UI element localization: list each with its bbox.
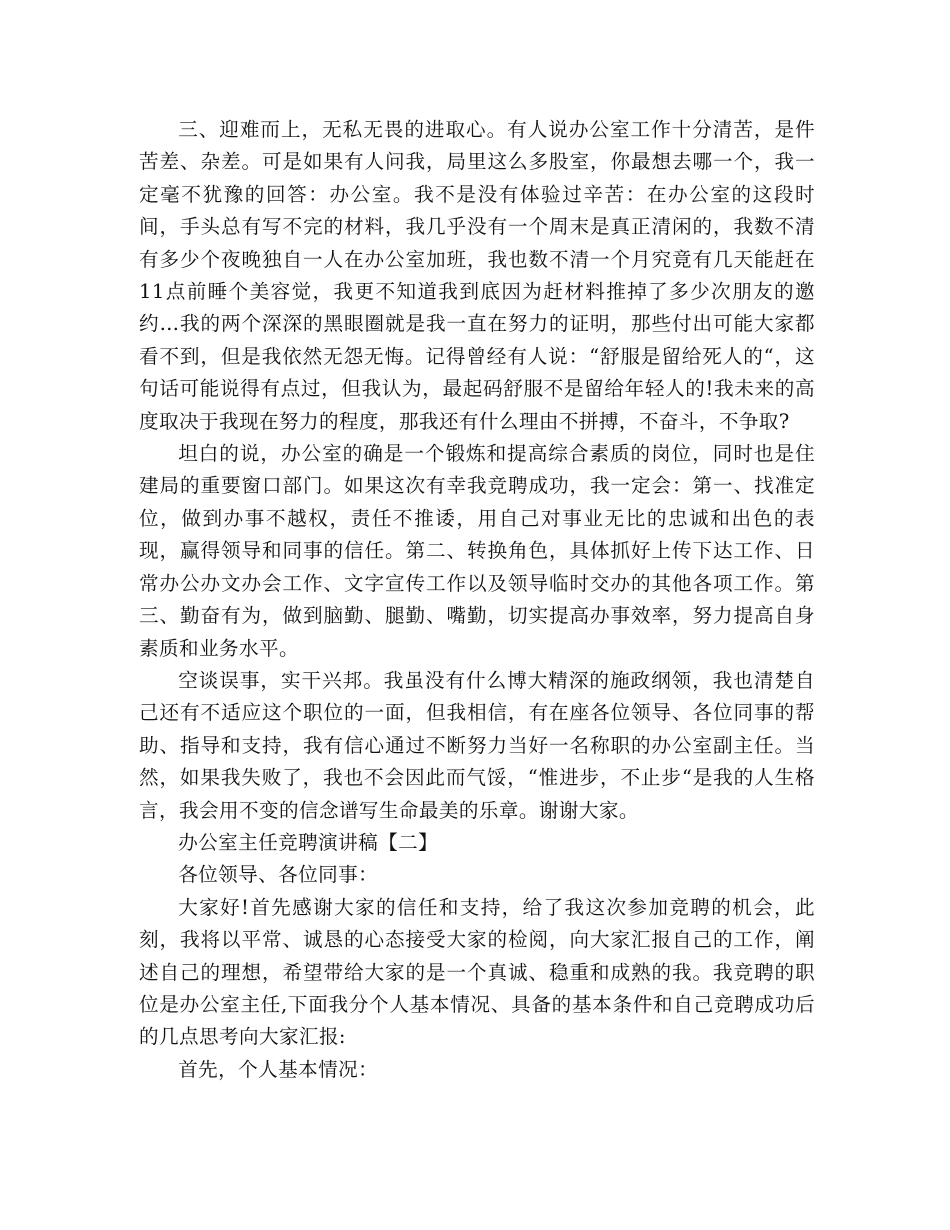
salutation: 各位领导、各位同事：	[178, 863, 379, 887]
paragraph-enterprising-spirit: 三、迎难而上，无私无畏的进取心。有人说办公室工作十分清苦，是件苦差、杂差。可是如果有人问我，局里这么多股室，你最想去哪一个，我一定毫不犹豫的回答：办公室。我不是没有体验过辛苦：在办公室的这段时间，手头总有写不完的材料，我几乎没有一个周末是真正清闲的，我数不清有多少个夜晚独自一人在办公室加班，我也数不清一个月究竟有几天能赶在11点前睡个美容觉，我更不知道我到底因为赶材料推掉了多少次朋友的邀约…我的两个深深的黑眼圈就是我一直在努力的证明，那些付出可能大家都看不到，但是我依然无怨无悔。记得曾经有人说：“舒服是留给死人的“，这句话可能说得有点过，但我认为，最起码舒服不是留给年轻人的!我未来的高度取决于我现在努力的程度，那我还有什么理由不拼搏，不奋斗，不争取?	[139, 118, 815, 433]
document-body	[139, 114, 815, 1086]
paragraph-opening-thanks: 大家好!首先感谢大家的信任和支持，给了我这次参加竞聘的机会，此刻，我将以平常、诚恳的心态接受大家的检阅，向大家汇报自己的工作，阐述自己的理想，希望带给大家的是一个真诚、稳重和成熟的我。我竞聘的职位是办公室主任,下面我分个人基本情况、具备的基本条件和自己竞聘成功后的几点思考向大家汇报:	[139, 895, 815, 1049]
paragraph-basic-info-intro: 首先，个人基本情况：	[178, 1057, 379, 1081]
paragraph-commitments: 坦白的说，办公室的确是一个锻炼和提高综合素质的岗位，同时也是住建局的重要窗口部门。如果这次有幸我竞聘成功，我一定会：第一、找准定位，做到办事不越权，责任不推诿，用自己对事业无比的忠诚和出色的表现，赢得领导和同事的信任。第二、转换角色，具体抓好上传下达工作、日常办公办文办会工作、文字宣传工作以及领导临时交办的其他各项工作。第三、勤奋有为，做到脑勤、腿勤、嘴勤，切实提高办事效率，努力提高自身素质和业务水平。	[139, 442, 815, 660]
section-heading-speech-two: 办公室主任竞聘演讲稿【二】	[178, 830, 439, 854]
paragraph-closing-remarks: 空谈误事，实干兴邦。我虽没有什么博大精深的施政纲领，我也清楚自己还有不适应这个职位的一面，但我相信，有在座各位领导、各位同事的帮助、指导和支持，我有信心通过不断努力当好一名称职的办公室副主任。当然，如果我失败了，我也不会因此而气馁，“惟进步，不止步“是我的人生格言，我会用不变的信念谱写生命最美的乐章。谢谢大家。	[139, 668, 815, 822]
